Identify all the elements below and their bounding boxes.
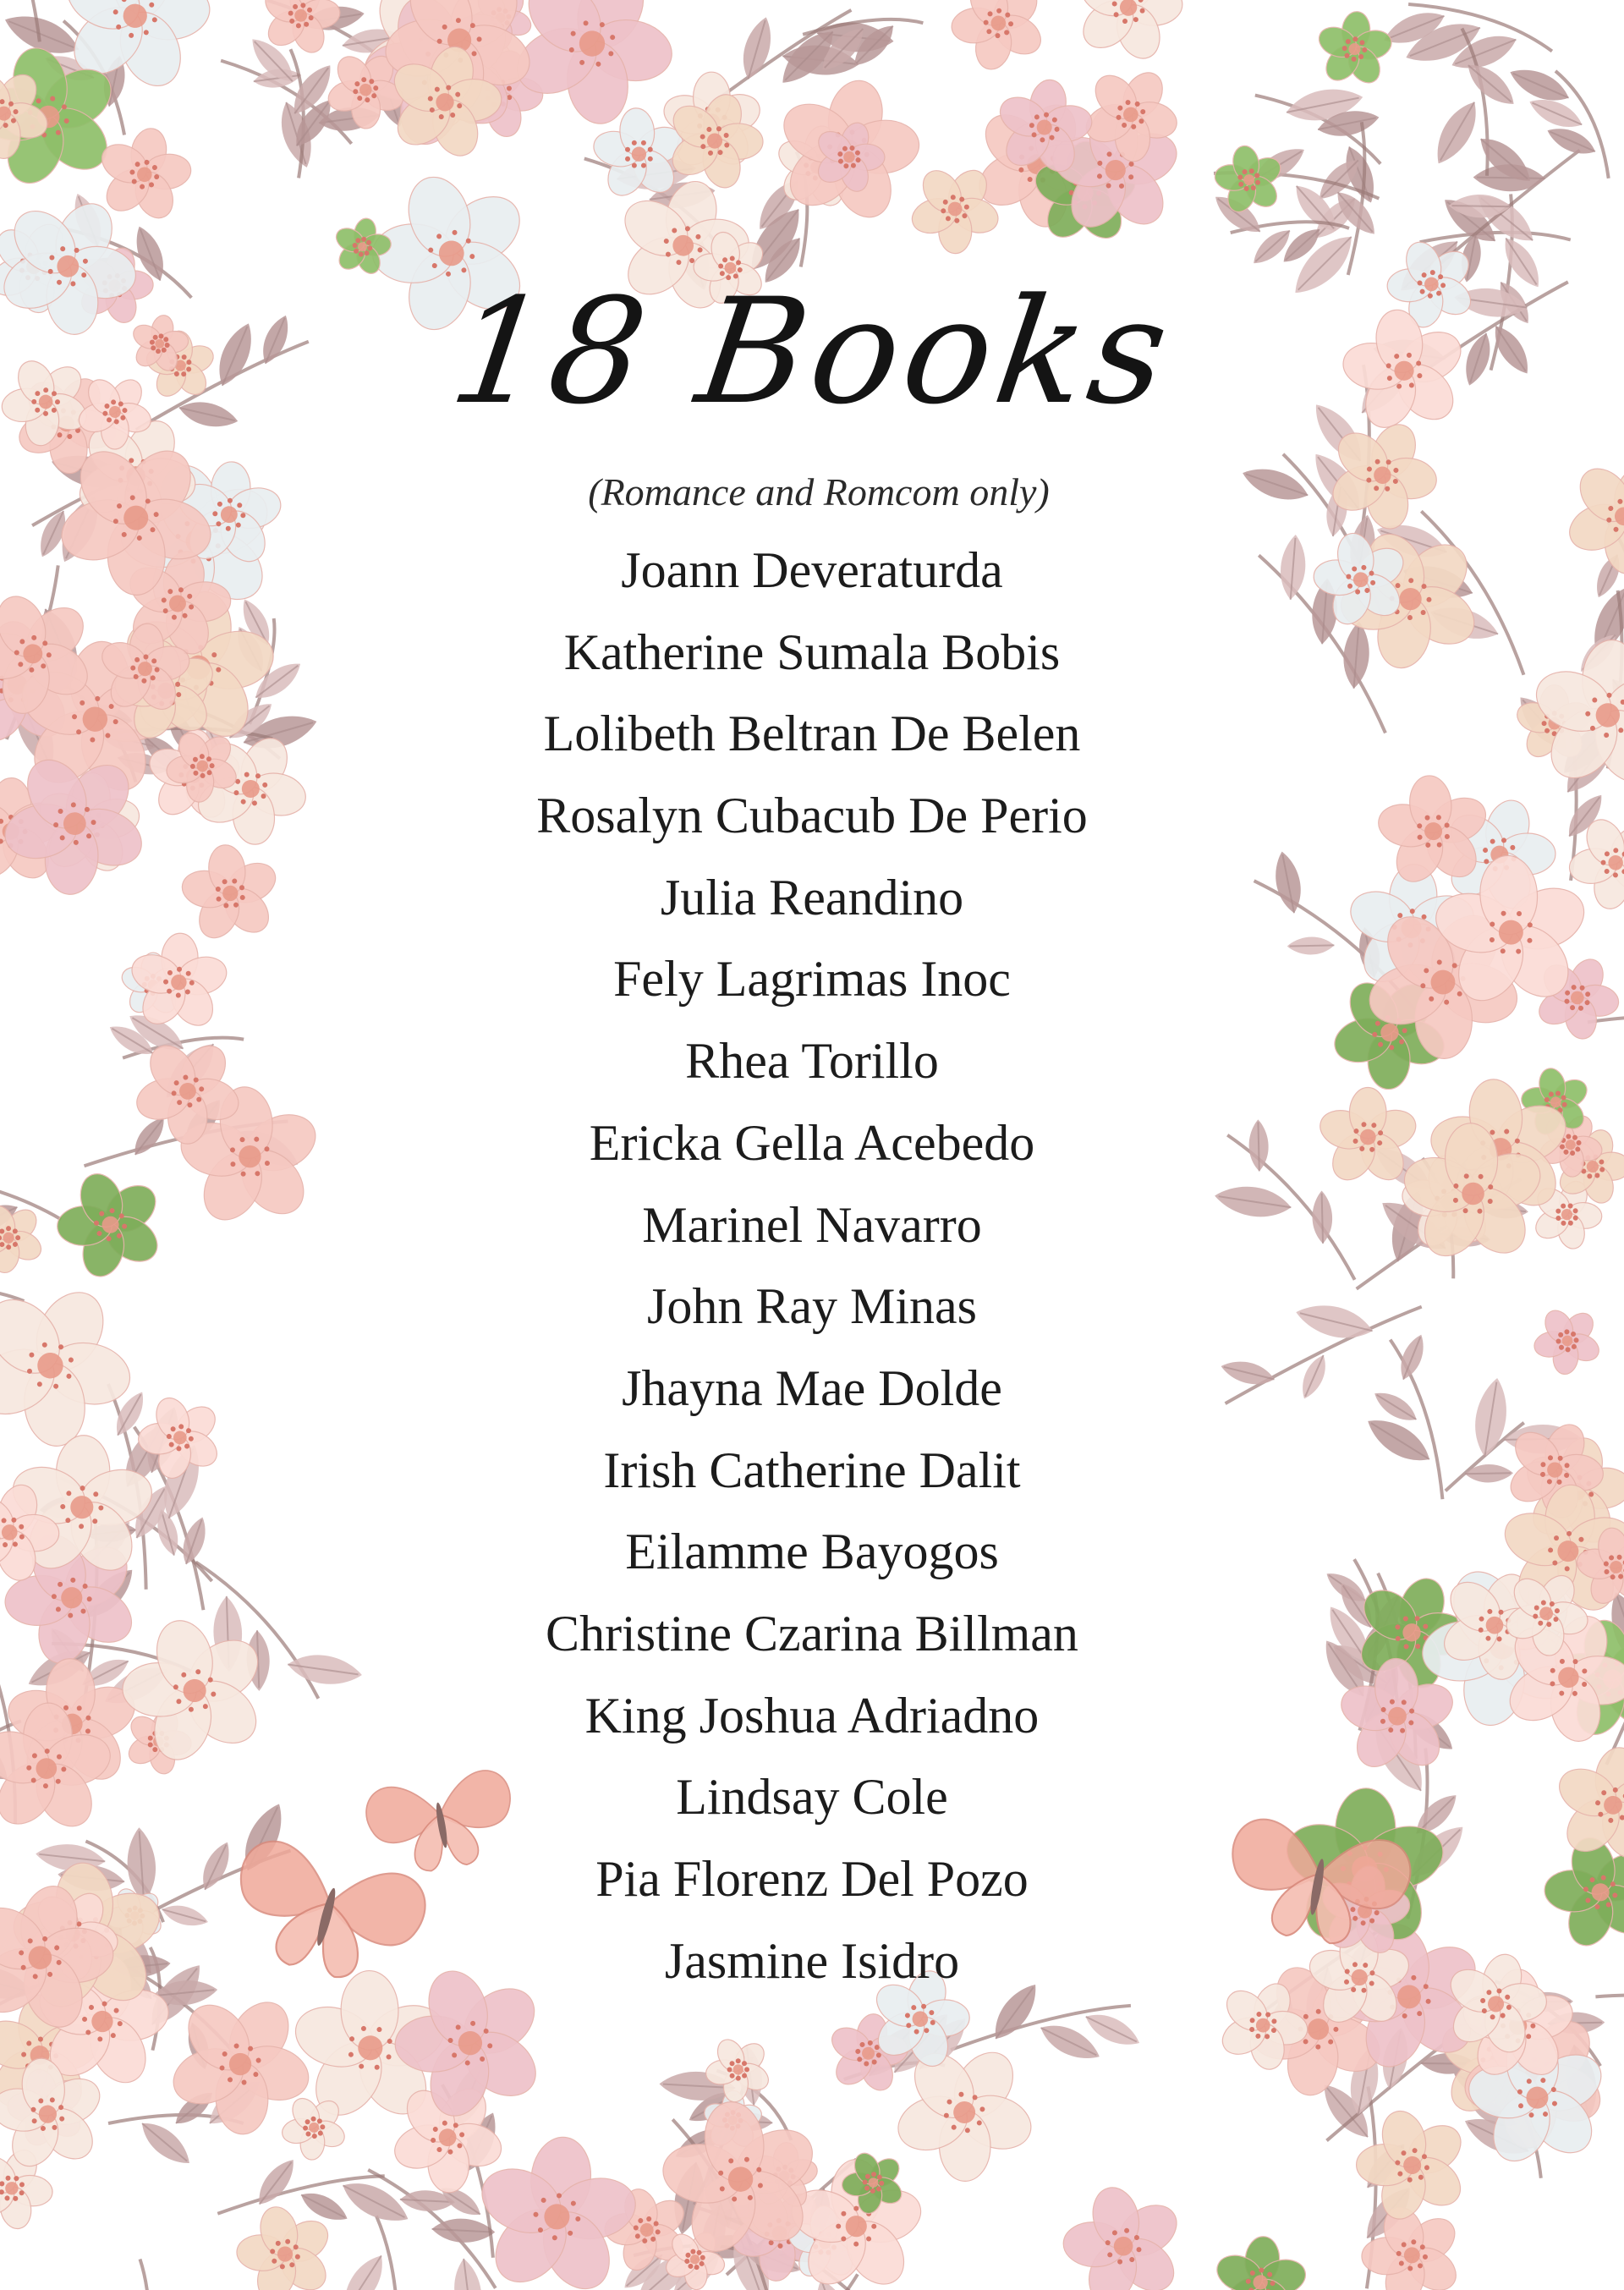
- name-item: Christine Czarina Billman: [546, 1605, 1078, 1661]
- name-item: King Joshua Adriadno: [584, 1687, 1040, 1744]
- name-item: Katherine Sumala Bobis: [563, 623, 1061, 680]
- name-item: Irish Catherine Dalit: [603, 1442, 1021, 1498]
- name-item: Rhea Torillo: [685, 1033, 939, 1090]
- page-title: 18 Books: [442, 266, 1182, 437]
- name-item: Fely Lagrimas Inoc: [613, 951, 1011, 1008]
- names-list: [0, 530, 1624, 2002]
- name-item: Lindsay Cole: [676, 1769, 948, 1826]
- name-item: John Ray Minas: [647, 1278, 977, 1335]
- name-item: Ericka Gella Acebedo: [589, 1114, 1035, 1171]
- name-item: Marinel Navarro: [642, 1196, 982, 1253]
- name-item: Jhayna Mae Dolde: [622, 1359, 1002, 1416]
- name-item: Rosalyn Cubacub De Perio: [536, 788, 1088, 844]
- name-item: Julia Reandino: [660, 869, 964, 925]
- page-subtitle: (Romance and Romcom only): [588, 470, 1050, 513]
- name-item: Eilamme Bayogos: [625, 1524, 999, 1580]
- name-item: Joann Deveraturda: [621, 542, 1003, 598]
- name-item: Jasmine Isidro: [664, 1932, 960, 1989]
- name-item: Lolibeth Beltran De Belen: [543, 706, 1081, 762]
- name-item: Pia Florenz Del Pozo: [595, 1851, 1029, 1907]
